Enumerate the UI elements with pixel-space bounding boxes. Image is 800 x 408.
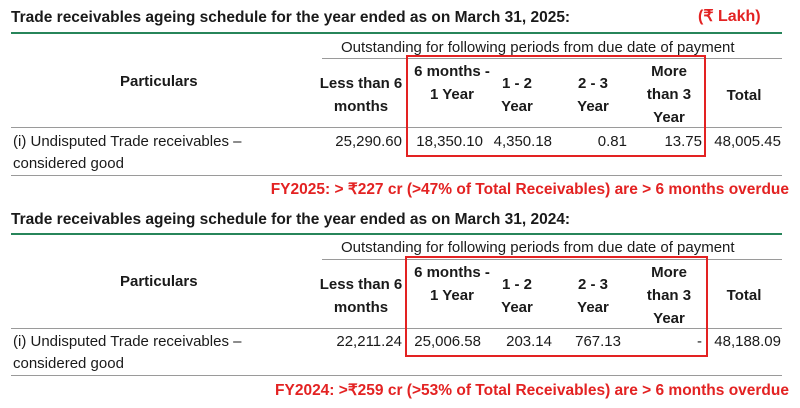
column-header-2-3-year: 2 - 3 Year bbox=[577, 276, 609, 316]
row-label: (i) Undisputed Trade receivables – bbox=[13, 133, 242, 150]
unit-label: (₹ Lakh) bbox=[698, 8, 761, 25]
column-header-1-2-year: 1 - 2 Year bbox=[501, 75, 533, 115]
column-header-total: Total bbox=[726, 87, 762, 104]
value-more-than-3-year: - bbox=[697, 333, 702, 350]
schedule-title: Trade receivables ageing schedule for the year ended as on March 31, 2024: bbox=[11, 211, 571, 228]
section-divider bbox=[11, 32, 782, 34]
overdue-note: FY2025: > ₹227 cr (>47% of Total Receivables) are > 6 months overdue bbox=[270, 181, 789, 198]
row-label: (i) Undisputed Trade receivables – bbox=[13, 333, 242, 350]
value-6-months-1-year: 18,350.10 bbox=[416, 133, 483, 150]
value-2-3-year: 767.13 bbox=[575, 333, 621, 350]
table-subheader: Outstanding for following periods from due date of payment bbox=[341, 39, 735, 56]
column-header-more-than-3-year: More than 3 Year bbox=[646, 63, 692, 126]
row-label-continued: considered good bbox=[13, 355, 124, 372]
column-header-less-than-6-months: Less than 6 months bbox=[319, 276, 403, 316]
row-divider bbox=[11, 175, 782, 176]
value-2-3-year: 0.81 bbox=[597, 133, 627, 150]
schedule-title: Trade receivables ageing schedule for the year ended as on March 31, 2025: bbox=[11, 9, 571, 26]
value-less-than-6-months: 25,290.60 bbox=[335, 133, 402, 150]
column-header-1-2-year: 1 - 2 Year bbox=[501, 276, 533, 316]
table-subheader: Outstanding for following periods from due date of payment bbox=[341, 239, 735, 256]
highlight-box bbox=[406, 55, 706, 157]
row-label-continued: considered good bbox=[13, 155, 124, 172]
value-more-than-3-year: 13.75 bbox=[664, 133, 702, 150]
column-header-2-3-year: 2 - 3 Year bbox=[577, 75, 609, 115]
section-divider bbox=[11, 233, 782, 235]
column-header-6-months-1-year: 6 months - 1 Year bbox=[414, 63, 490, 103]
value-1-2-year: 203.14 bbox=[506, 333, 552, 350]
column-header-less-than-6-months: Less than 6 months bbox=[319, 75, 403, 115]
highlight-box bbox=[405, 256, 708, 357]
column-header-more-than-3-year: More than 3 Year bbox=[646, 264, 692, 327]
row-divider bbox=[11, 375, 782, 376]
value-total: 48,005.45 bbox=[714, 133, 781, 150]
column-header-total: Total bbox=[726, 287, 762, 304]
value-less-than-6-months: 22,211.24 bbox=[336, 333, 402, 350]
particulars-header: Particulars bbox=[120, 73, 198, 90]
value-1-2-year: 4,350.18 bbox=[493, 133, 552, 150]
value-6-months-1-year: 25,006.58 bbox=[414, 333, 481, 350]
overdue-note: FY2024: >₹259 cr (>53% of Total Receivables) are > 6 months overdue bbox=[275, 382, 789, 399]
column-header-6-months-1-year: 6 months - 1 Year bbox=[414, 264, 490, 304]
value-total: 48,188.09 bbox=[714, 333, 781, 350]
particulars-header: Particulars bbox=[120, 273, 198, 290]
